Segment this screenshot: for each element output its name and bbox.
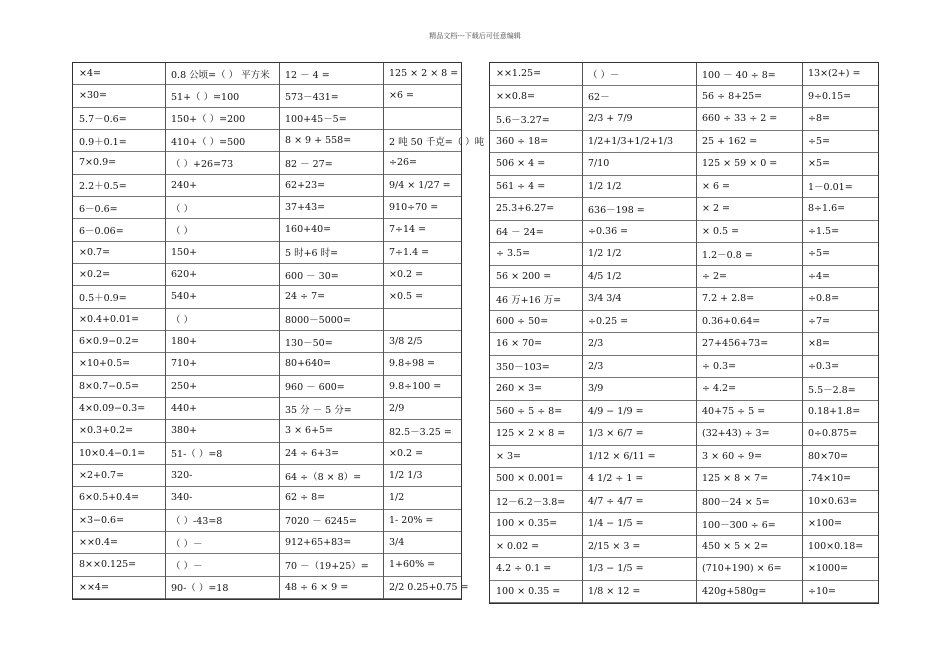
problem-cell: 12－6.2－3.8= [490,491,582,514]
problem-cell: ×0.2 = [383,264,461,286]
problem-cell: 8××0.125= [73,554,165,576]
problem-cell: ×6 = [383,85,461,107]
problem-cell: 0÷0.875= [802,423,878,446]
problem-cell: 100－300 ÷ 6= [696,513,802,536]
problem-cell: ×4= [73,63,165,85]
problem-cell: ÷0.8= [802,288,878,311]
problem-cell: 1/4 − 1/5 = [582,513,696,536]
problem-cell: 9/4 × 1/27 = [383,175,461,197]
problem-cell: 540+ [165,286,279,308]
problem-cell: ××4= [73,577,165,599]
problem-cell: 1- 20% = [383,510,461,532]
problem-cell: 125 × 2 × 8 = [490,423,582,446]
problem-cell: 560 ÷ 5 ÷ 8= [490,401,582,424]
problem-cell: 24 ÷ 6+3= [279,443,383,465]
problem-cell: 3/8 2/5 [383,331,461,353]
problem-cell: 180+ [165,331,279,353]
problem-cell: 8 × 9 + 558= [279,130,383,152]
problem-cell: 636－198 = [582,198,696,221]
right-worksheet [489,62,879,604]
problem-cell: 240+ [165,175,279,197]
problem-cell: 1/2 1/2 [582,176,696,199]
problem-cell: 6－0.6= [73,197,165,219]
problem-cell: ××1.25= [490,63,582,86]
problem-cell: 7.2 + 2.8= [696,288,802,311]
problem-cell: （ ）-43=8 [165,510,279,532]
problem-cell: 2/2 0.25+0.75 = [383,577,461,599]
problem-cell: 7÷14 = [383,219,461,241]
problem-cell: 48 ÷ 6 × 9 = [279,577,383,599]
problem-cell: 600 ÷ 50= [490,311,582,334]
problem-cell: 8÷1.6= [802,198,878,221]
problem-cell: 3 × 60 ÷ 9= [696,446,802,469]
problem-cell: 0.36+0.64= [696,311,802,334]
problem-cell: 100 × 0.35= [490,513,582,536]
problem-cell: 7÷1.4 = [383,242,461,264]
problem-cell: （ ）－ [165,532,279,554]
problem-cell: （ ）－ [582,63,696,86]
column-divider [383,63,384,599]
column-divider [696,63,697,603]
problem-cell: 320- [165,465,279,487]
problem-cell: 35 分 － 5 分= [279,398,383,420]
problem-cell: （ ） [165,219,279,241]
problem-cell: 10×0.63= [802,491,878,514]
problem-cell: ÷5= [802,243,878,266]
problem-cell: 56 × 200 = [490,266,582,289]
problem-cell: ÷ 4.2= [696,378,802,401]
problem-cell: 573－431= [279,85,383,107]
problem-cell: 0.18+1.8= [802,401,878,424]
problem-cell: × 2 = [696,198,802,221]
problem-cell: × 0.5 = [696,221,802,244]
problem-cell: 450 × 5 × 2= [696,536,802,559]
problem-cell: 82 － 27= [279,152,383,174]
document-header: 精品文档---下载后可任意编辑 [429,32,521,40]
problem-cell: 8000－5000= [279,309,383,331]
problem-cell: 2 吨 50 千克=（ ）吨 [383,130,461,152]
problem-cell: 62 ÷ 8= [279,487,383,509]
problem-cell: ÷4= [802,266,878,289]
problem-cell: 3/4 [383,532,461,554]
problem-cell: 9÷0.15= [802,86,878,109]
problem-cell: ×8= [802,333,878,356]
problem-cell: ÷7= [802,311,878,334]
column-divider [582,63,583,603]
problem-cell: ×0.4+0.01= [73,309,165,331]
problem-cell: （ ） [165,309,279,331]
problem-cell: 1/2 1/3 [383,465,461,487]
left-sheet-column-3 [279,63,383,599]
problem-cell: ×5= [802,153,878,176]
problem-cell: 5 时+6 时= [279,242,383,264]
problem-cell: 1/8 × 12 = [582,581,696,604]
problem-cell: 27+456+73= [696,333,802,356]
problem-cell: ×0.2= [73,264,165,286]
problem-cell: 910÷70 = [383,197,461,219]
problem-cell: 37+43= [279,197,383,219]
problem-cell: .74×10= [802,468,878,491]
problem-cell: 2/9 [383,398,461,420]
problem-cell: 4×0.09−0.3= [73,398,165,420]
problem-cell: 24 ÷ 7= [279,286,383,308]
right-sheet-column-4 [802,63,878,603]
problem-cell: 150+（ ）=200 [165,108,279,130]
problem-cell: × 3= [490,446,582,469]
column-divider [279,63,280,599]
problem-cell: 4/5 1/2 [582,266,696,289]
problem-cell: 1/2 [383,487,461,509]
problem-cell: 1/2+1/3+1/2+1/3 [582,131,696,154]
problem-cell: （ ）+26=73 [165,152,279,174]
left-sheet-column-1 [73,63,165,599]
problem-cell: 40+75 ÷ 5 = [696,401,802,424]
problem-cell [383,309,461,331]
problem-cell: 660 ÷ 33 ÷ 2 = [696,108,802,131]
right-sheet-column-2 [582,63,696,603]
problem-cell: 0.5＋0.9= [73,286,165,308]
problem-cell: 9.8÷98 = [383,353,461,375]
problem-cell: 4/7 ÷ 4/7 = [582,491,696,514]
problem-cell: ×0.3+0.2= [73,420,165,442]
problem-cell: 64 － 24= [490,221,582,244]
problem-cell: 5.7－0.6= [73,108,165,130]
problem-cell: 125 × 2 × 8 = [383,63,461,85]
problem-cell: 90-（ ）=18 [165,577,279,599]
problem-cell: 600 － 30= [279,264,383,286]
problem-cell: 7/10 [582,153,696,176]
problem-cell: 3/9 [582,378,696,401]
problem-cell: 2.2＋0.5= [73,175,165,197]
problem-cell: 100×0.18= [802,536,878,559]
problem-cell: 1－0.01= [802,176,878,199]
problem-cell: 1.2－0.8 = [696,243,802,266]
problem-cell: 100+45－5= [279,108,383,130]
problem-cell: ×0.7= [73,242,165,264]
problem-cell: (32+43) ÷ 3= [696,423,802,446]
problem-cell: ××0.8= [490,86,582,109]
problem-cell: 64 ÷（8 × 8）= [279,465,383,487]
problem-cell: （ ） [165,197,279,219]
problem-cell: 82.5－3.25 = [383,420,461,442]
problem-cell: 4 1/2 ÷ 1 = [582,468,696,491]
problem-cell: ×0.2 = [383,443,461,465]
problem-cell: 56 ÷ 8+25= [696,86,802,109]
problem-cell: ÷ 3.5= [490,243,582,266]
problem-cell: ÷0.25 = [582,311,696,334]
problem-cell: 7×0.9= [73,152,165,174]
problem-cell: 62+23= [279,175,383,197]
problem-cell: 1/3 × 6/7 = [582,423,696,446]
problem-cell: 500 × 0.001= [490,468,582,491]
right-sheet-column-1 [490,63,582,603]
problem-cell: 9.8÷100 = [383,376,461,398]
problem-cell: 420g+580g= [696,581,802,604]
problem-cell: 2/3 [582,356,696,379]
problem-cell: × 0.02 = [490,536,582,559]
problem-cell: 13×(2+) = [802,63,878,86]
problem-cell: ÷5= [802,131,878,154]
problem-cell: (710+190) × 6= [696,558,802,581]
problem-cell: 4/9 − 1/9 = [582,401,696,424]
problem-cell: 1/2 1/2 [582,243,696,266]
problem-cell: ×3−0.6= [73,510,165,532]
problem-cell: 3/4 3/4 [582,288,696,311]
problem-cell: 710+ [165,353,279,375]
problem-cell: 350－103= [490,356,582,379]
problem-cell: 440+ [165,398,279,420]
problem-cell: 125 × 8 × 7= [696,468,802,491]
problem-cell: 51+（ ）=100 [165,85,279,107]
problem-cell: 70 －（19+25）= [279,554,383,576]
problem-cell: 5.6－3.27= [490,108,582,131]
problem-cell: 1/3 − 1/5 = [582,558,696,581]
problem-cell: 25 + 162 = [696,131,802,154]
problem-cell: ÷0.36 = [582,221,696,244]
problem-cell: 250+ [165,376,279,398]
problem-cell: 51-（ ）=8 [165,443,279,465]
problem-cell: 3 × 6+5= [279,420,383,442]
problem-cell: ÷8= [802,108,878,131]
problem-cell: 80×70= [802,446,878,469]
problem-cell: ÷0.3= [802,356,878,379]
problem-cell: 360 ÷ 18= [490,131,582,154]
problem-cell: ÷10= [802,581,878,604]
column-divider [802,63,803,603]
problem-cell: 5.5－2.8= [802,378,878,401]
problem-cell: 150+ [165,242,279,264]
problem-cell: ÷ 2= [696,266,802,289]
problem-cell: 260 × 3= [490,378,582,401]
problem-cell: ÷ 0.3= [696,356,802,379]
problem-cell: ×1000= [802,558,878,581]
problem-cell: 2/3 [582,333,696,356]
problem-cell: 46 万+16 万= [490,288,582,311]
problem-cell: 2/15 × 3 = [582,536,696,559]
problem-cell: 160+40= [279,219,383,241]
problem-cell: 16 × 70= [490,333,582,356]
problem-cell: 6×0.9−0.2= [73,331,165,353]
problem-cell: 1+60% = [383,554,461,576]
problem-cell: 62－ [582,86,696,109]
problem-cell: ×2+0.7= [73,465,165,487]
column-divider [165,63,166,599]
problem-cell: 1/12 × 6/11 = [582,446,696,469]
problem-cell: 100 × 0.35 = [490,581,582,604]
problem-cell: 6×0.5+0.4= [73,487,165,509]
problem-cell: 960 － 600= [279,376,383,398]
left-worksheet [72,62,485,600]
problem-cell: 380+ [165,420,279,442]
problem-cell: 7020 － 6245= [279,510,383,532]
problem-cell: 561 ÷ 4 = [490,176,582,199]
problem-cell: 8×0.7−0.5= [73,376,165,398]
problem-cell: （ ）－ [165,554,279,576]
problem-cell: 130－50= [279,331,383,353]
problem-cell: ×0.5 = [383,286,461,308]
problem-cell: 340- [165,487,279,509]
problem-cell: ×30= [73,85,165,107]
right-sheet-column-3 [696,63,802,603]
problem-cell: 800－24 × 5= [696,491,802,514]
problem-cell: 0.8 公顷=（ ） 平方米 [165,63,279,85]
problem-cell: 4.2 ÷ 0.1 = [490,558,582,581]
problem-cell: 912+65+83= [279,532,383,554]
problem-cell: ××0.4= [73,532,165,554]
problem-cell: 0.9＋0.1= [73,130,165,152]
problem-cell: 410+（ ）=500 [165,130,279,152]
problem-cell: 80+640= [279,353,383,375]
left-sheet-column-4 [383,63,485,599]
problem-cell: ×100= [802,513,878,536]
problem-cell: 25.3+6.27= [490,198,582,221]
problem-cell: 620+ [165,264,279,286]
problem-cell: 125 × 59 × 0 = [696,153,802,176]
problem-cell: 2/3 + 7/9 [582,108,696,131]
problem-cell: ÷26= [383,152,461,174]
problem-cell: ×10+0.5= [73,353,165,375]
problem-cell: × 6 = [696,176,802,199]
problem-cell [383,108,461,130]
problem-cell: 6－0.06= [73,219,165,241]
problem-cell: 10×0.4−0.1= [73,443,165,465]
problem-cell: 12 － 4 = [279,63,383,85]
problem-cell: 506 × 4 = [490,153,582,176]
problem-cell: 100 － 40 ÷ 8= [696,63,802,86]
problem-cell: ÷1.5= [802,221,878,244]
left-sheet-column-2 [165,63,279,599]
